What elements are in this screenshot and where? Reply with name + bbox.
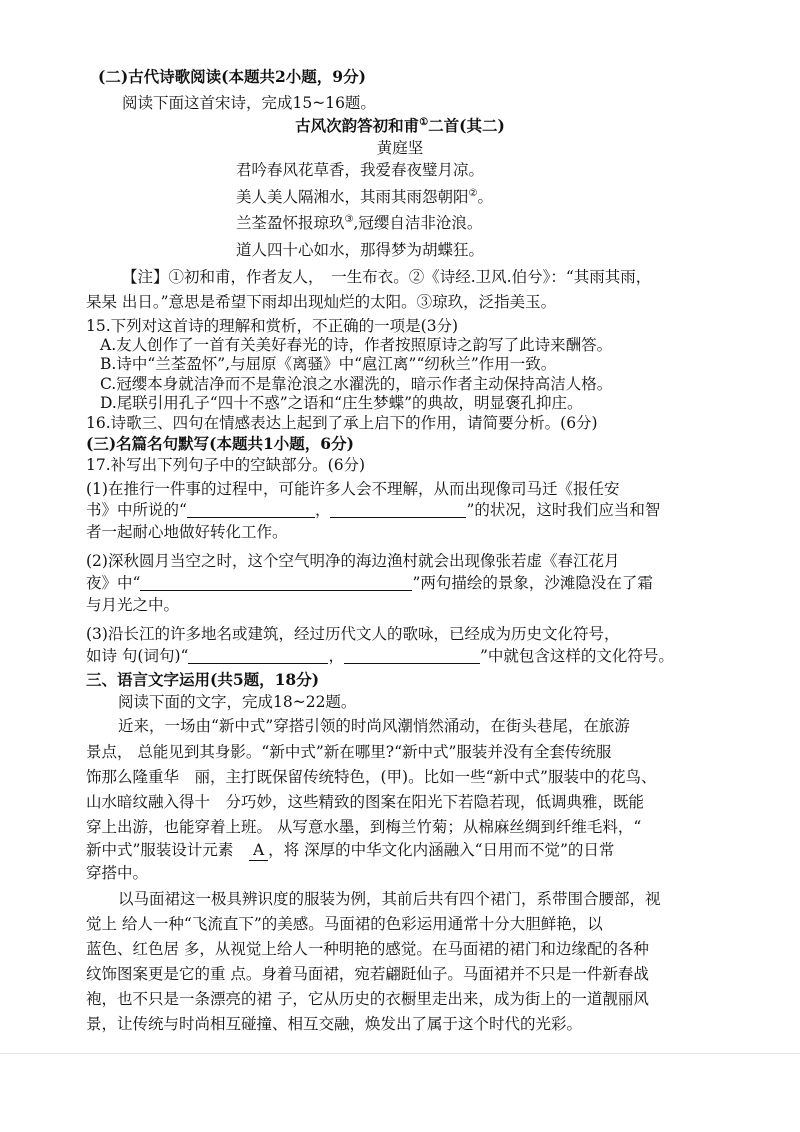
passage-p1-line-2: 景点， 总能见到其身影。“新中式”新在哪里?“新中式”服装并没有全套传统服 (86, 743, 612, 761)
q17-s3-line-2: 如诗 句(词句)“ ， ”中就包含这样的文化符号。 (86, 647, 674, 665)
passage-p1-line-5: 穿上出游，也能穿着上班。 从写意水墨，到梅兰竹菊；从棉麻丝绸到纤维毛料，“ (86, 818, 642, 836)
part3-heading: 三、语言文字运用(共5题，18分) (86, 670, 320, 689)
section2-intro: 阅读下面这首宋诗，完成15~16题。 (122, 94, 376, 112)
q15-option-d: D.尾联引用孔子“四十不惑”之语和“庄生梦蝶”的典故，明显褒孔抑庄。 (100, 394, 583, 412)
passage-p1-line-3: 饰那么隆重华 丽，主打既保留传统特色，(甲)。比如一些“新中式”服装中的花鸟、 (86, 768, 657, 786)
passage-p1-line-6: 新中式”服装设计元素 A ，将 深厚的中华文化内涵融入“日用而不觉”的日常 (86, 841, 615, 859)
q17-s1-line-2: 书》中所说的“ ， ”的状况，这时我们应当和智 (86, 501, 661, 519)
q17-s3-line-1: (3)沿长江的许多地名或建筑，经过历代文人的歌咏，已经成为历史文化符号， (86, 625, 620, 643)
passage-p2-line-2: 觉上 给人一种“飞流直下”的美感。马面裙的色彩运用通常十分大胆鲜艳，以 (86, 915, 603, 933)
q17-s2-line-2: 夜》中“ ”两句描绘的景象，沙滩隐没在了霜 (86, 574, 653, 592)
passage-p2-line-1: 以马面裙这一极具辨识度的服装为例，其前后共有四个裙门，系带围合腰部，视 (118, 890, 661, 908)
q17-blank-5[interactable] (344, 648, 480, 664)
q17-blank-1[interactable] (187, 502, 315, 518)
poem-line-2: 美人美人隔湘水，其雨其雨怨朝阳②。 (236, 187, 493, 206)
poem-line-1: 君吟春风花草香，我爱春夜璧月凉。 (236, 161, 485, 179)
poem-line-3: 兰荃盈怀报琼玖③,冠缨自洁非沧浪。 (236, 213, 483, 232)
q17-blank-4[interactable] (188, 648, 328, 664)
part3-intro: 阅读下面的文字，完成18~22题。 (118, 693, 357, 711)
q15-stem: 15.下列对这首诗的理解和赏析，不正确的一项是(3分) (86, 317, 459, 335)
poem-title: 古风次韵答初和甫①二首(其二) (295, 116, 505, 135)
q15-option-c: C.冠缨本身就洁净而不是靠沧浪之水濯洗的，暗示作者主动保持高洁人格。 (100, 375, 613, 393)
passage-p1-line-4: 山水暗纹融入得十 分巧妙，这些精致的图案在阳光下若隐若现，低调典雅，既能 (86, 793, 645, 811)
passage-p2-line-6: 景，让传统与时尚相互碰撞、相互交融，焕发出了属于这个时代的光彩。 (86, 1015, 583, 1033)
passage-p2-line-3: 蓝色、红色居 多，从视觉上给人一种明艳的感觉。在马面裙的裙门和边缘配的各种 (86, 940, 649, 958)
q17-s1-line-1: (1)在推行一件事的过程中，可能许多人会不理解，从而出现像司马迁《报任安 (86, 480, 620, 498)
passage-p1-line-7: 穿搭中。 (86, 864, 149, 882)
page-bottom-divider (0, 1053, 800, 1054)
passage-p1-line-1: 近来，一场由“新中式”穿搭引领的时尚风潮悄然涌动，在街头巷尾，在旅游 (118, 717, 630, 735)
q15-option-a: A.友人创作了一首有关美好春光的诗，作者按照原诗之韵写了此诗来酬答。 (100, 336, 613, 354)
q17-blank-3[interactable] (140, 575, 412, 591)
poem-author: 黄庭坚 (376, 139, 424, 157)
q17-s1-line-3: 者一起耐心地做好转化工作。 (86, 523, 288, 541)
passage-p2-line-5: 袍，也不只是一条漂亮的裙 子，它从历史的衣橱里走出来，成为街上的一道靓丽风 (86, 990, 649, 1008)
blank-a-marker: A (249, 840, 268, 861)
q17-s2-line-1: (2)深秋圆月当空之时，这个空气明净的海边渔村就会出现像张若虚《春江花月 (86, 552, 620, 570)
poem-note-line-1: 【注】①初和甫，作者友人， 一生布衣。②《诗经.卫风.伯兮》：“其雨其雨， (122, 268, 652, 286)
section3-heading: (三)名篇名句默写(本题共1小题，6分) (86, 434, 354, 453)
section2-heading: (二)古代诗歌阅读(本题共2小题，9分) (98, 67, 366, 86)
poem-line-4: 道人四十心如水，那得梦为胡蝶狂。 (236, 241, 485, 259)
q15-option-b: B.诗中“兰荃盈怀”,与屈原《离骚》中“扈江离”“纫秋兰”作用一致。 (100, 355, 557, 373)
passage-p2-line-4: 纹饰图案更是它的重 点。身着马面裙，宛若翩跹仙子。马面裙并不只是一件新春战 (86, 965, 649, 983)
poem-note-line-2: 杲杲 出日。”意思是希望下雨却出现灿烂的太阳。③琼玖，泛指美玉。 (86, 293, 557, 311)
q17-stem: 17.补写出下列句子中的空缺部分。(6分) (86, 456, 366, 474)
q16-stem: 16.诗歌三、四句在情感表达上起到了承上启下的作用，请简要分析。(6分) (86, 414, 598, 432)
q17-s2-line-3: 与月光之中。 (86, 596, 180, 614)
q17-blank-2[interactable] (330, 502, 466, 518)
